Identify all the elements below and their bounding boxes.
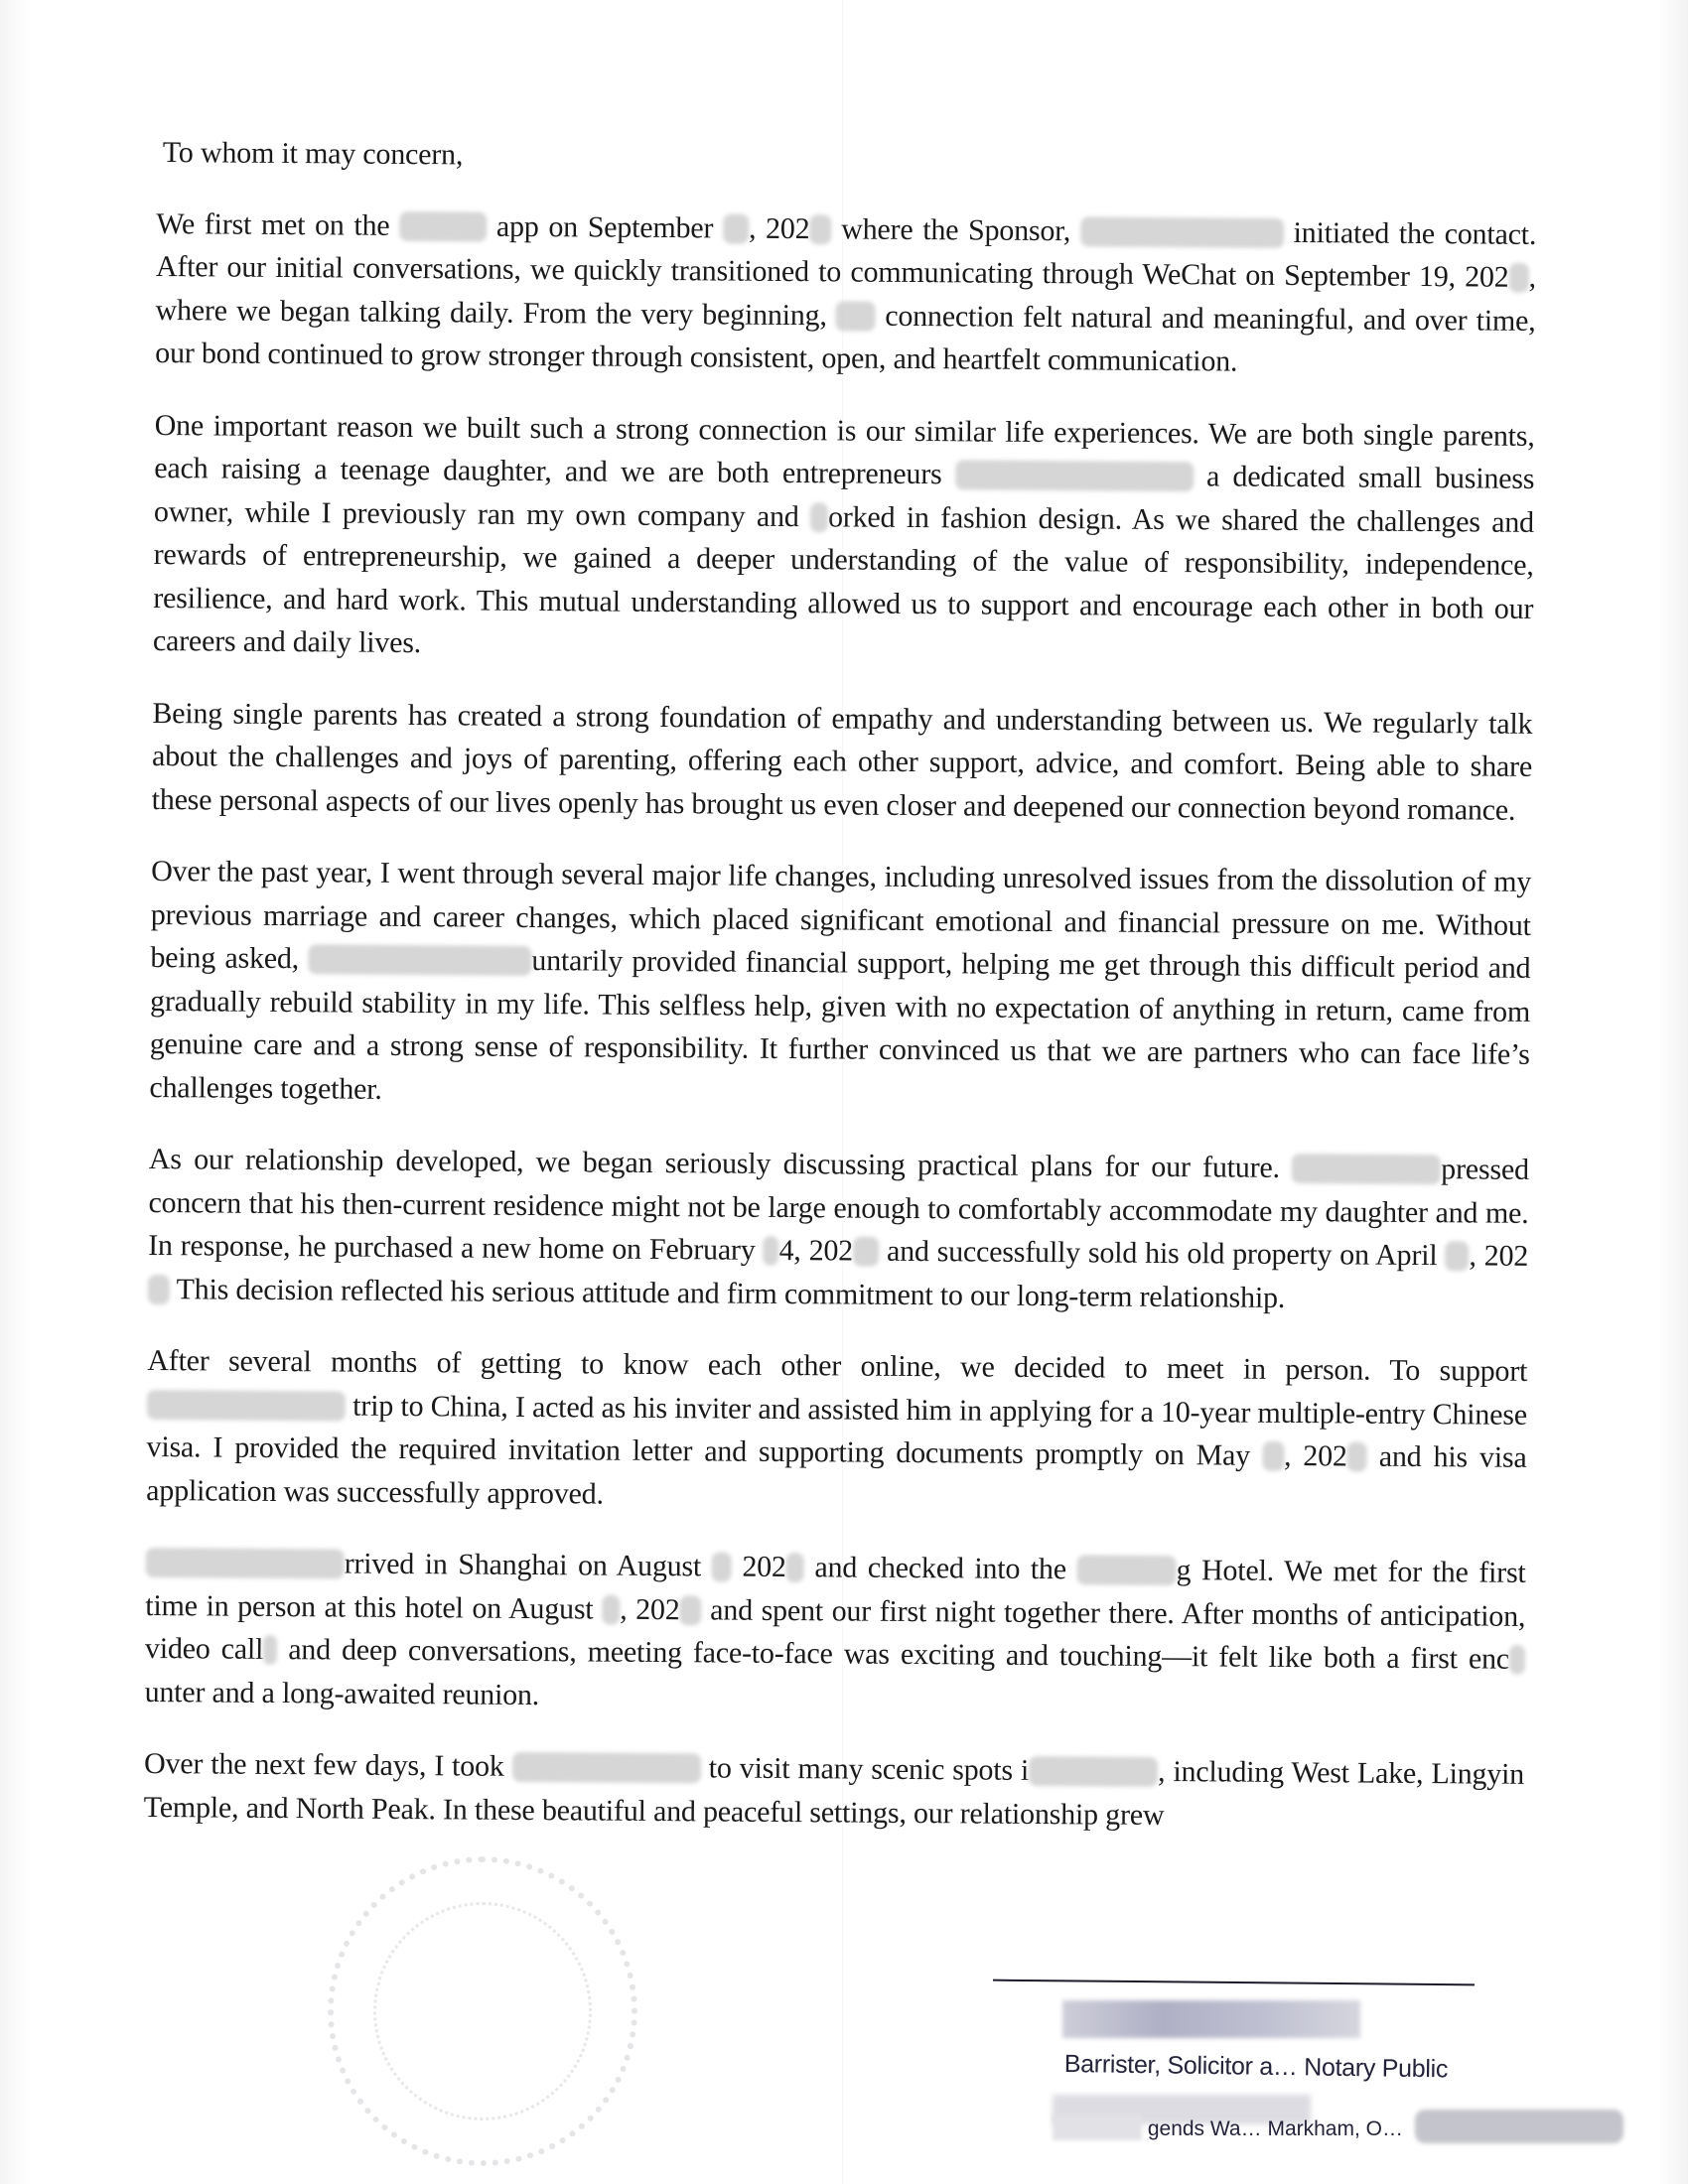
text-segment: This decision reflected his serious attitude and firm commitment to our long-term relationship. [169, 1272, 1286, 1314]
paragraph-financial-support [149, 850, 1531, 1120]
redaction-year [1508, 263, 1528, 293]
notary-stamp [1053, 1990, 1509, 2149]
redaction-sponsor-name [1292, 1154, 1441, 1184]
text-segment: , where we began talking daily. From the very beginning, [155, 260, 1537, 332]
text-segment: Over the past year, I went through several major life changes, including unresolved issues from the dissolution of my previous marriage and career changes, which placed significant emotional and financial pressure on me. Without being asked, [150, 854, 1532, 976]
text-segment: and his visa application was successfully approved. [146, 1439, 1527, 1511]
redaction-city-name [1029, 1756, 1158, 1787]
redaction-year [786, 1553, 804, 1582]
text-segment: Being single parents has created a strong foundation of empathy and understanding between us. We regularly talk about the challenges and joys of parenting, offering each other support, advice, and comfort. Being able to share these personal aspects of our lives openly has brought us even closer and deepened our connection beyond romance. [151, 696, 1533, 827]
text-segment: trip to China, I acted as his inviter and assisted him in applying for a 10-year multiple-entry Chinese visa. I provided the required invitation letter and supporting documents promptly on May [146, 1389, 1528, 1472]
text-segment: initiated the contact. After our initial conversations, we quickly transitioned to communicating through WeChat on September 19, 202 [155, 215, 1537, 294]
redaction-sponsor-name [146, 1548, 345, 1579]
text-segment: a dedicated small business owner, while I previously ran my own company and [153, 460, 1535, 533]
notary-address-text: gends Wa… Markham, O… [1147, 2117, 1403, 2140]
redaction-year [1347, 1441, 1367, 1471]
text-segment: , including West Lake, Lingyin Temple, and North Peak. In these beautiful and peaceful settings, our relationship grew [143, 1754, 1525, 1832]
paragraph-visa [146, 1339, 1527, 1523]
notary-title: Barrister, Solicitor a… Notary Public [1063, 2050, 1449, 2084]
signature-line [993, 1979, 1475, 1986]
redaction-address-end [1415, 2110, 1623, 2143]
redaction-char [810, 502, 828, 532]
redaction-year [853, 1237, 879, 1267]
letter-body [143, 131, 1537, 1868]
redaction-date [1262, 1441, 1284, 1471]
text-segment: untarily provided financial support, helping me get through this difficult period and gradually rebuild stability in my life. This selfless help, given with no expectation of anything in return, came from genuine care and a strong sense of responsibility. It further convinced us that we are partners who can face life’s challenges together. [149, 943, 1531, 1106]
paragraph-first-meeting-in-person [144, 1541, 1525, 1724]
embossed-seal-icon [328, 1856, 637, 2166]
text-segment: rrived in Shanghai on August [344, 1547, 712, 1583]
redaction-sponsor-name [512, 1752, 701, 1783]
paragraph-single-parents [152, 691, 1533, 831]
text-segment: app on September [487, 209, 724, 244]
text-segment: and spent our first night together there. After months of anticipation, video call [144, 1592, 1526, 1666]
redaction-sponsor-name [308, 944, 531, 976]
text-segment: 202 [731, 1550, 786, 1584]
salutation: To whom it may concern, [162, 136, 464, 172]
redaction-notary-name [1062, 2000, 1360, 2038]
text-segment: pressed concern that his then-current residence might not be large enough to comfortably accommodate my daughter and me. In response, he purchased a new home on February [148, 1153, 1529, 1267]
notary-address [1053, 2110, 1623, 2143]
redaction-char [1509, 1645, 1525, 1675]
text-segment: and successfully sold his old property on April [878, 1234, 1446, 1273]
redaction-sponsor-name [1080, 216, 1284, 248]
redaction-year [679, 1595, 701, 1625]
text-segment: unter and a long-awaited reunion. [144, 1675, 540, 1711]
paragraph-future-plans [148, 1138, 1529, 1321]
redaction-date [712, 1552, 732, 1581]
redaction-date [763, 1236, 778, 1266]
text-segment: and deep conversations, meeting face-to-face was exciting and touching—it felt like both a first enc [277, 1632, 1510, 1676]
text-segment: , 202 [748, 211, 810, 245]
text-segment: , 202 [1469, 1239, 1529, 1273]
redaction-date [602, 1594, 620, 1624]
text-segment: and checked into the [803, 1551, 1077, 1586]
text-segment: , 202 [620, 1592, 680, 1626]
redaction-year [148, 1274, 170, 1303]
redaction-pronoun [836, 301, 876, 331]
text-segment: g Hotel. We met for the first time in person at this hotel on August [145, 1554, 1526, 1626]
redaction-sponsor-name [147, 1389, 346, 1421]
redaction-year [809, 214, 831, 244]
text-segment: , 202 [1283, 1438, 1347, 1473]
paragraph-similar-experiences [153, 403, 1535, 673]
redaction-hotel-name [1076, 1555, 1176, 1585]
paragraph-scenic-spots [144, 1742, 1525, 1840]
text-segment: After several months of getting to know each other online, we decided to meet in person. To support [147, 1343, 1528, 1388]
text-segment: We first met on the [156, 206, 400, 242]
text-segment: One important reason we built such a strong connection is our similar life experiences. We are both single parents, each raising a teenage daughter, and we are both entrepreneurs [154, 408, 1535, 491]
text-segment: where the Sponsor, [831, 211, 1081, 247]
redaction-address-start [1053, 2115, 1142, 2140]
text-segment: orked in fashion design. As we shared the challenges and rewards of entrepreneurship, we gained a deeper understanding of the value of responsibility, independence, resilience, and hard work. This mutual understanding allowed us to support and encourage each other in both our careers and daily lives. [152, 499, 1535, 660]
text-segment: As our relationship developed, we began seriously discussing practical plans for our future. [148, 1142, 1293, 1185]
text-segment: connection felt natural and meaningful, and over time, our bond continued to grow stronger through consistent, open, and heartfelt communication. [155, 299, 1536, 378]
redaction-char [263, 1635, 277, 1665]
paragraph-first-meeting [155, 202, 1536, 385]
redaction-date [723, 213, 749, 243]
redaction-app-name [399, 210, 487, 241]
text-segment: 4, 202 [778, 1233, 854, 1268]
redaction-sponsor-name [955, 460, 1194, 491]
text-segment: to visit many scenic spots i [700, 1751, 1030, 1787]
text-segment: Over the next few days, I took [143, 1746, 512, 1783]
redaction-date [1445, 1241, 1469, 1271]
